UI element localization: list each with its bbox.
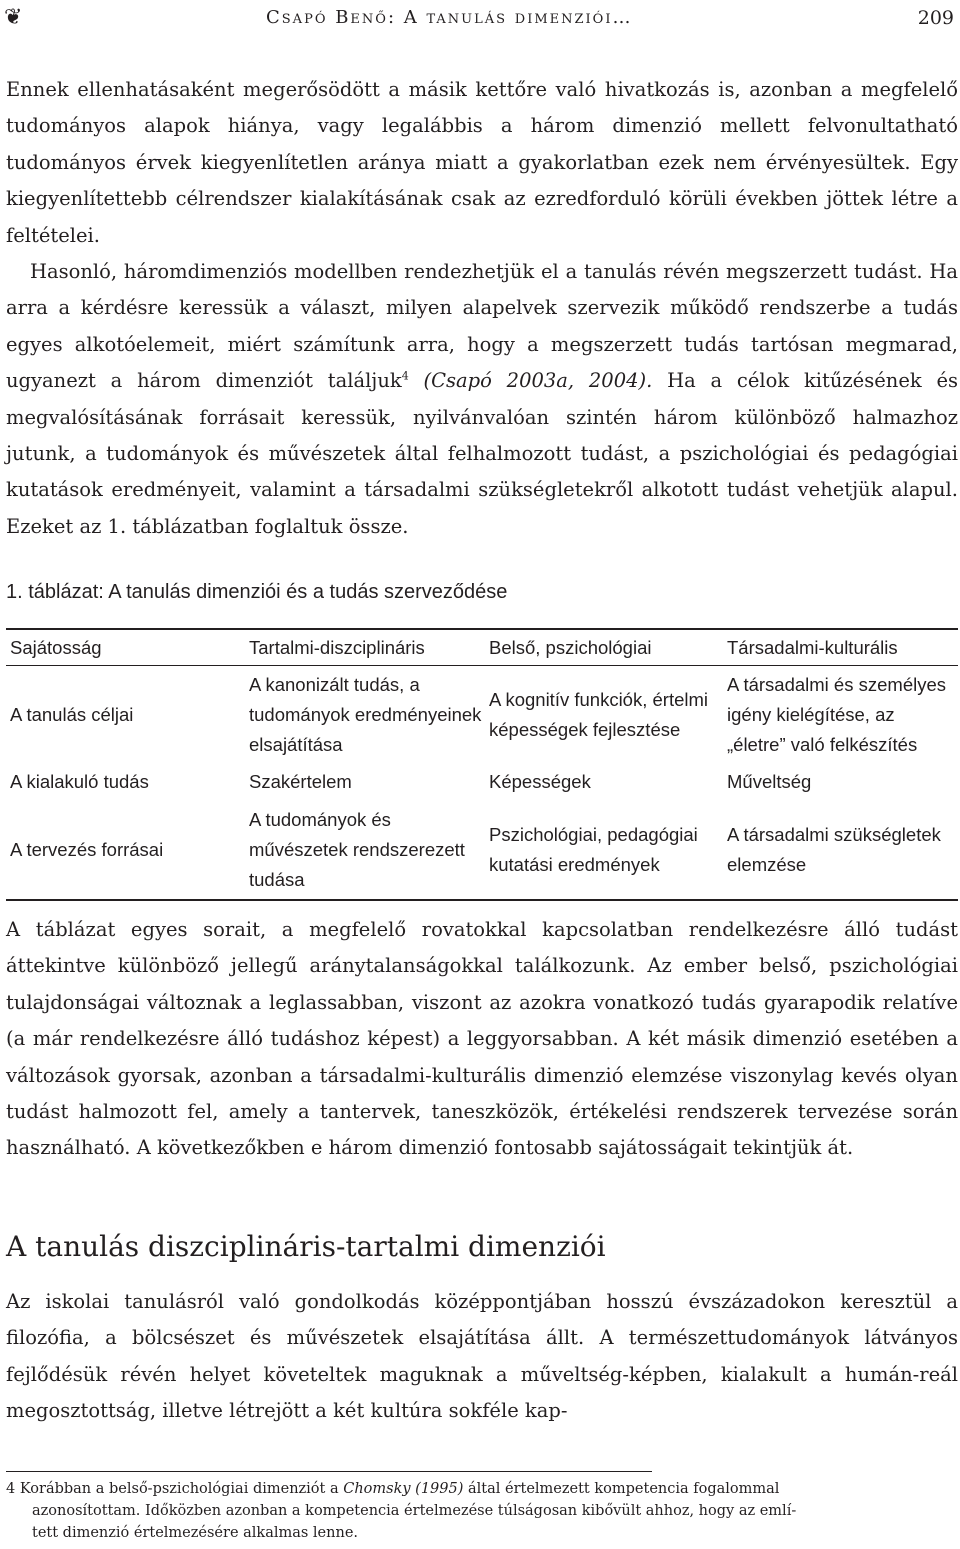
table-cell: A kialakuló tudás — [10, 771, 149, 792]
table-cell: A tervezés forrásai — [10, 839, 164, 860]
footnote-line — [6, 1478, 946, 1500]
table-cell: Szakértelem — [249, 771, 352, 792]
footnote-line: azonosítottam. Időközben azonban a kompetencia értelmezése túlságosan kibővült ahhoz, hogy az emlí- — [32, 1503, 797, 1519]
footnote-number: 4 — [6, 1481, 16, 1497]
table-cell: A kanonizált tudás, a tudományok eredményeinek elsajátítása — [249, 674, 482, 755]
paragraph-text — [6, 254, 958, 545]
running-title: Csapó Benő: A tanulás dimenziói… — [266, 7, 633, 28]
table-cell: A tanulás céljai — [10, 704, 134, 725]
body-paragraph-1 — [6, 72, 958, 254]
footnote-line: tett dimenzió értelmezésére alkalmas lenne. — [32, 1525, 359, 1541]
footnote-4 — [6, 1478, 946, 1544]
paragraph-text: Ennek ellenhatásaként megerősödött a másik kettőre való hivatkozás is, azonban a megfelelő tudományos alapok hiánya, vagy legalábbis a három dimenzió mellett felvonultatható tudományos érvek kiegyenlítetlen aránya miatt a gyakorlatban ezek nem érvényesültek. Egy kiegyenlítettebb célrendszer kialakításának csak az ezredforduló körüli években jöttek létre a feltételei. — [6, 78, 958, 247]
table-top-rule — [6, 628, 958, 630]
footnote-text: Korábban a belső-pszichológiai dimenziót a — [19, 1481, 339, 1497]
header-cell: Sajátosság — [10, 637, 102, 658]
footnote-text: által értelmezett kompetencia fogalommal — [468, 1481, 780, 1497]
footnote-separator — [6, 1471, 652, 1472]
header-cell: Társadalmi-kulturális — [727, 637, 898, 658]
citation: (Csapó 2003a, 2004). — [423, 369, 653, 393]
table-cell: Műveltség — [727, 771, 812, 792]
paragraph-text-a: Hasonló, háromdimenziós modellben rendezhetjük el a tanulás révén megszerzett tudást. Ha arra a kérdésre keressük a választ, milyen alapelvek szervezik működő rendszerbe a tudás egyes alkotóelemeit, miért számítunk arra, hogy a megszerzett tudás tartósan megmarad, ugyanezt a három dimenziót találjuk — [6, 260, 958, 393]
body-paragraph-3 — [6, 912, 958, 1167]
header-cell: Belső, pszichológiai — [489, 637, 652, 658]
table-cell: A tudományok és művészetek rendszerezett tudása — [249, 809, 465, 890]
table-header-row — [6, 631, 958, 665]
footnote-citation: Chomsky (1995) — [343, 1481, 464, 1497]
table-bottom-rule — [6, 899, 958, 901]
body-paragraph-4 — [6, 1284, 958, 1430]
page-number: 209 — [917, 7, 954, 29]
table-row — [6, 666, 958, 764]
table-cell: Képességek — [489, 771, 591, 792]
header-cell: Tartalmi-diszciplináris — [249, 637, 425, 658]
table-cell: A kognitív funkciók, értelmi képességek fejlesztése — [489, 689, 709, 740]
paragraph-text-b: Ha a célok kitűzésének és megvalósításának forrásait keressük, nyilvánvalóan szintén három különböző halmazhoz jutunk, a tudományok és művészetek által felhalmozott tudást, a pszichológiai és pedagógiai kutatások eredményeit, valamint a társadalmi szükségletekről alkotott tudást vehetjük alapul. Ezeket az 1. táblázatban foglaltuk össze. — [6, 369, 959, 538]
paragraph-text: Az iskolai tanulásról való gondolkodás középpontjában hosszú évszázadokon keresztül a filozófia, a bölcsészet és művészetek elsajátítása állt. A természettudományok látványos fejlődésük révén helyet követeltek maguknak a műveltség-képben, kialakult a humán-reál megosztottság, illetve létrejött a két kultúra sokféle kap- — [6, 1290, 958, 1423]
table-cell: A társadalmi szükségletek elemzése — [727, 824, 941, 875]
running-header — [4, 4, 954, 32]
section-heading: A tanulás diszciplináris-tartalmi dimenziói — [6, 1230, 606, 1263]
footnote-marker[interactable]: 4 — [401, 369, 409, 383]
table-row — [6, 804, 958, 896]
body-paragraph-2 — [6, 254, 958, 545]
fleuron-icon: ❦ — [4, 5, 23, 30]
paragraph-text: A táblázat egyes sorait, a megfelelő rovatokkal kapcsolatban rendelkezésre álló tudást áttekintve különböző jellegű aránytalanságokkal találkozunk. Az ember belső, pszichológiai tulajdonságai változnak a leglassabban, viszont az azokra vonatkozó tudás gyarapodik relatíve (a már rendelkezésre álló tudáshoz képest) a leggyorsabban. A két másik dimenzió esetében a változások gyorsak, azonban a társadalmi-kulturális dimenzió elemzése viszonylag kevés olyan tudást halmozott fel, amely a tantervek, taneszközök, értékelési rendszerek tervezése során használható. A következőkben e három dimenzió fontosabb sajátosságait tekintjük át. — [6, 918, 958, 1160]
table-caption: 1. táblázat: A tanulás dimenziói és a tudás szerveződése — [6, 581, 508, 603]
table-cell: Pszichológiai, pedagógiai kutatási eredmények — [489, 824, 698, 875]
table-row — [6, 764, 958, 800]
table-cell: A társadalmi és személyes igény kielégítése, az „életre” való felkészítés — [727, 674, 947, 755]
